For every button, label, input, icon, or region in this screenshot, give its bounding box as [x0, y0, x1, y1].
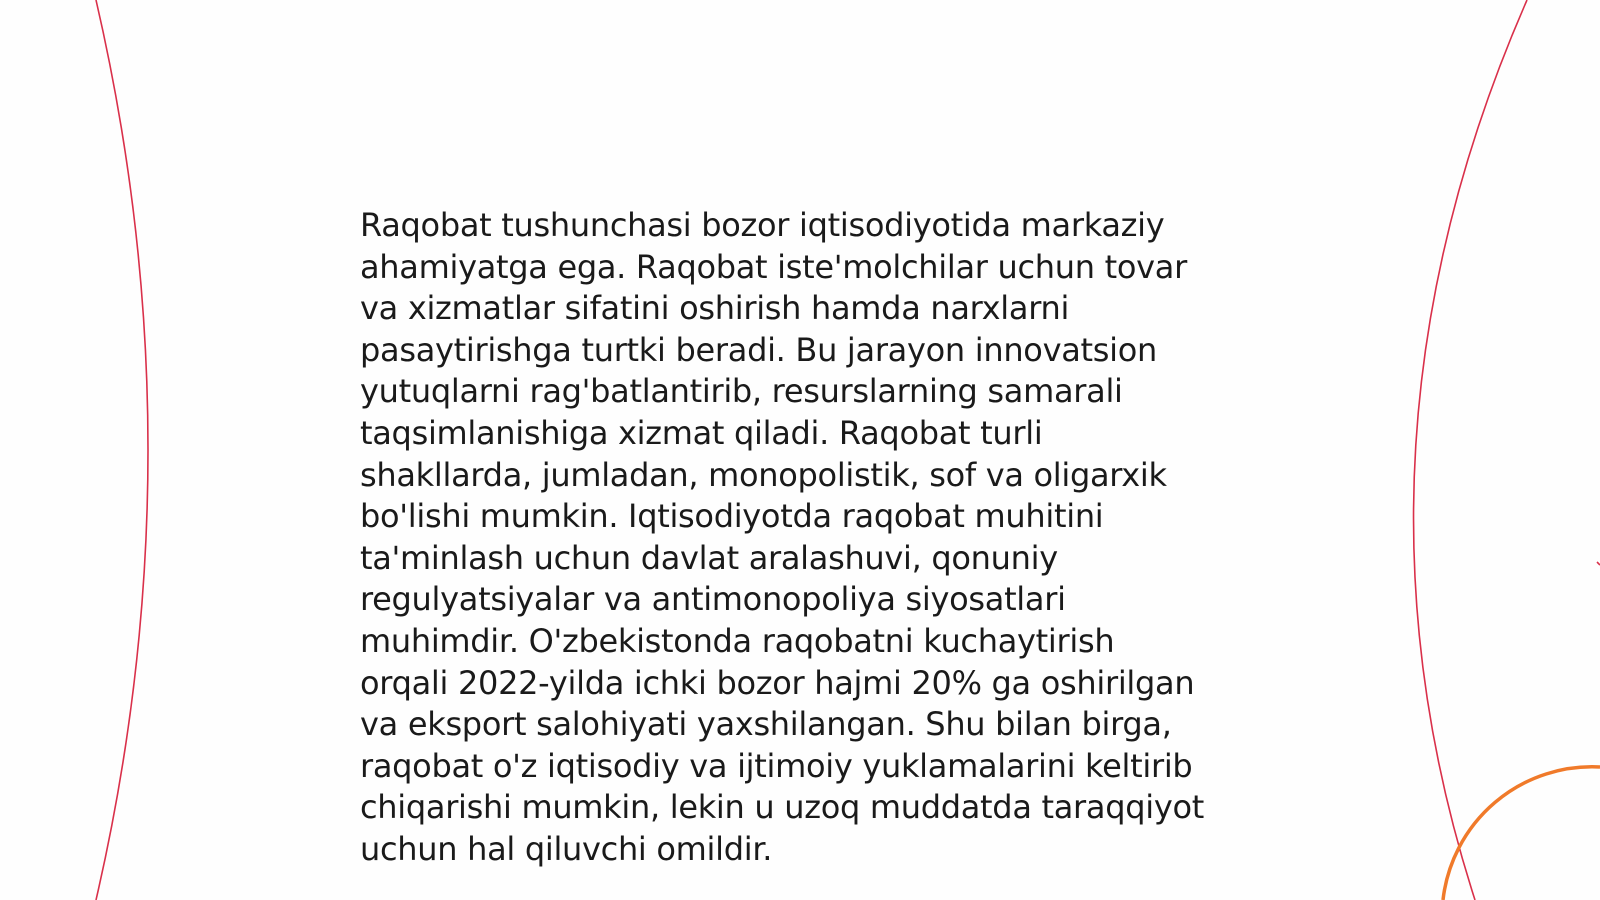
right-arc: [1414, 0, 1527, 900]
body-paragraph: Raqobat tushunchasi bozor iqtisodiyotida markaziy ahamiyatga ega. Raqobat iste'molchilar uchun tovar va xizmatlar sifatini oshirish hamda narxlarni pasaytirishga turtki beradi. Bu jarayon innovatsion yutuqlarni rag'batlantirib, resurslarning samarali taqsimlanishiga xizmat qiladi. Raqobat turli shakllarda, jumladan, monopolistik, sof va oligarxik bo'lishi mumkin. Iqtisodiyotda raqobat muhitini ta'minlash uchun davlat aralashuvi, qonuniy regulyatsiyalar va antimonopoliya siyosatlari muhimdir. O'zbekistonda raqobatni kuchaytirish orqali 2022-yilda ichki bozor hajmi 20% ga oshirilgan va eksport salohiyati yaxshilangan. Shu bilan birga, raqobat o'z iqtisodiy va ijtimoiy yuklamalarini keltirib chiqarishi mumkin, lekin u uzoq muddatda taraqqiyot uchun hal qiluvchi omildir.: [360, 206, 1204, 868]
left-arc: [96, 0, 148, 900]
orange-circle-arc: [1443, 767, 1600, 900]
